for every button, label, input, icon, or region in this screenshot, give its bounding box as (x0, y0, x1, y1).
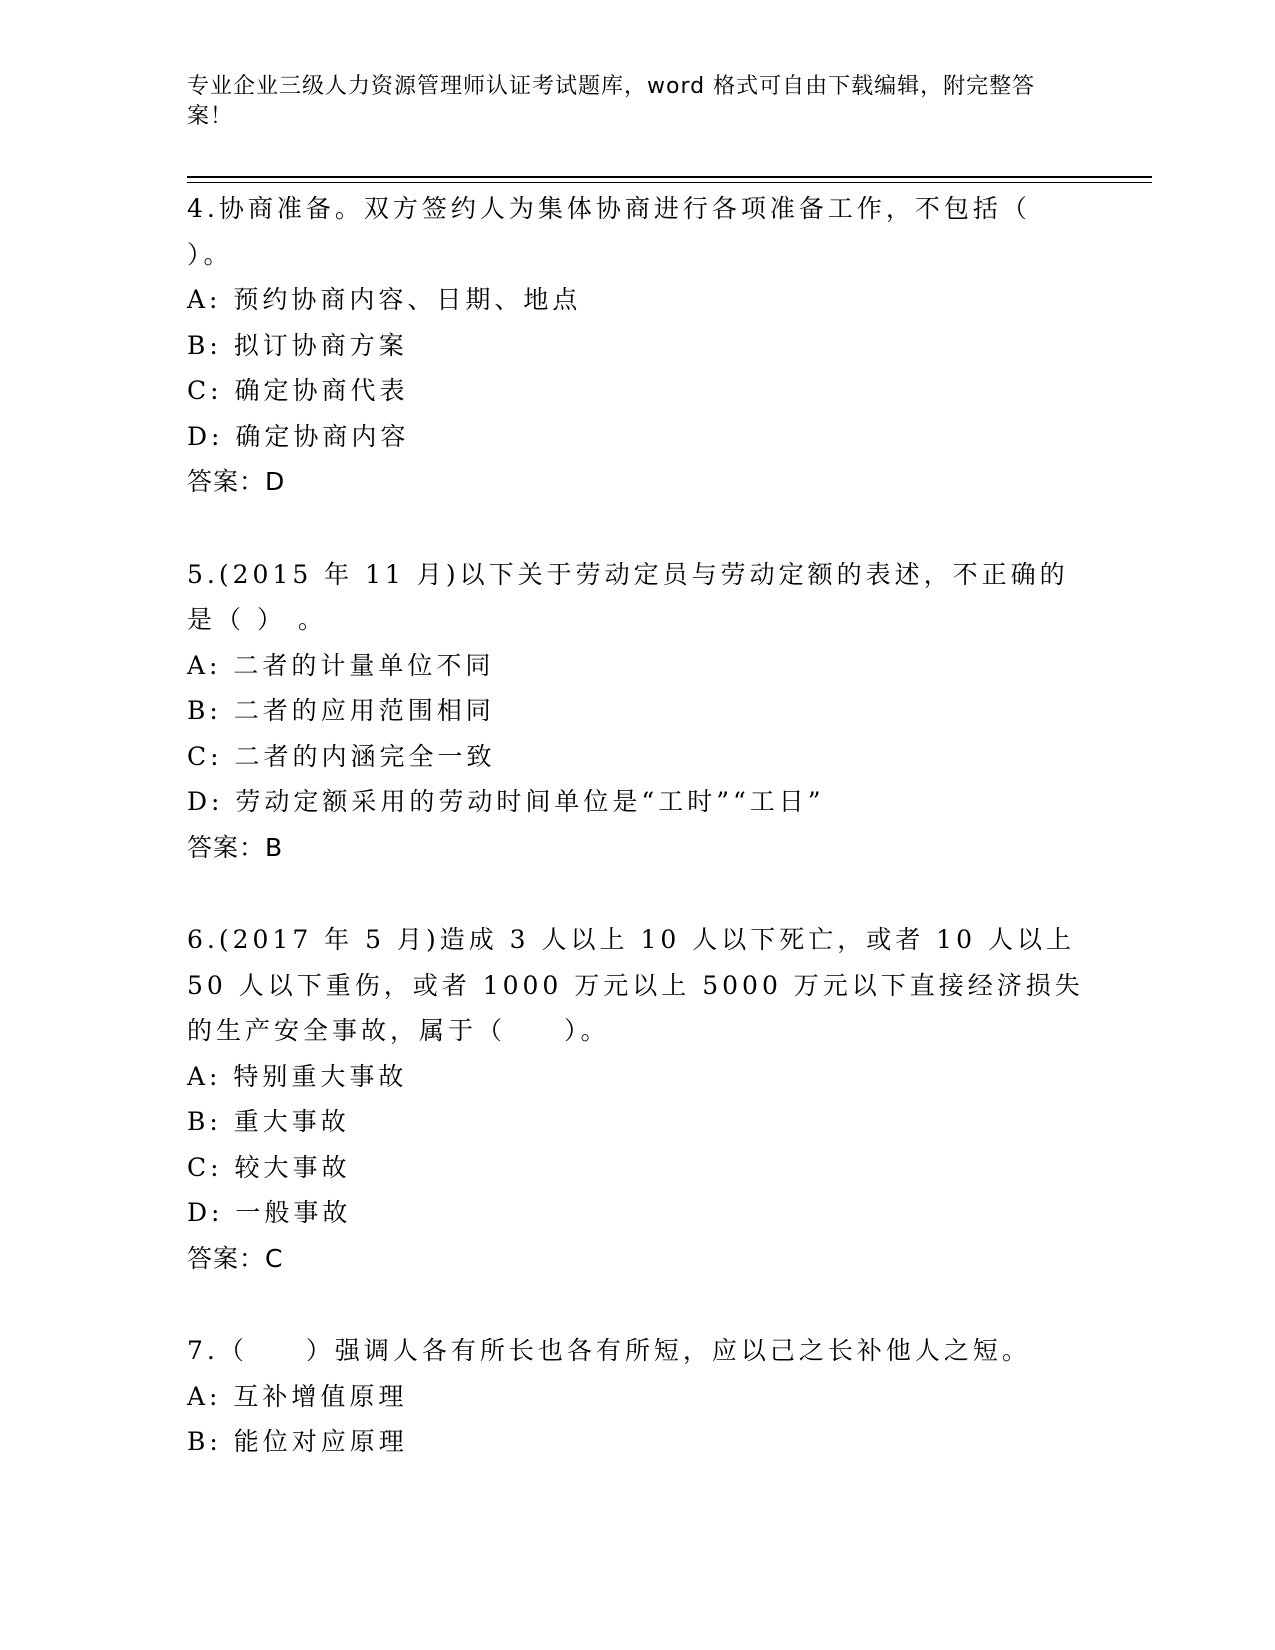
question-stem: 4.协商准备。双方签约人为集体协商进行各项准备工作，不包括（ ）。 (187, 194, 1031, 269)
option-a: A: 特别重大事故 (187, 1061, 408, 1091)
answer-line: 答案：B (187, 832, 284, 862)
answer-line: 答案：D (187, 467, 286, 496)
option-b: B: 拟订协商方案 (187, 330, 408, 360)
option-b: B: 能位对应原理 (187, 1427, 408, 1456)
document-header: 专业企业三级人力资源管理师认证考试题库，word 格式可自由下载编辑，附完整答案！ (187, 74, 1036, 129)
option-a: A: 预约协商内容、日期、地点 (187, 285, 582, 314)
header-divider-thin (187, 182, 1152, 183)
question-6 (187, 917, 1087, 1281)
option-d: D: 劳动定额采用的劳动时间单位是“工时”“工日” (187, 787, 825, 816)
option-c: C: 确定协商代表 (187, 376, 409, 405)
question-gap (187, 505, 1087, 552)
option-c: C: 较大事故 (187, 1152, 351, 1182)
option-d: D: 一般事故 (187, 1198, 352, 1227)
question-stem: 7.（ ）强调人各有所长也各有所短，应以己之长补他人之短。 (187, 1336, 1031, 1365)
question-stem: 6.(2017 年 5 月)造成 3 人以上 10 人以下死亡，或者 10 人以上 50 人以下重伤，或者 1000 万元以上 5000 万元以下直接经济损失的生产安全事故，属于（ ）。 (187, 925, 1084, 1045)
option-a: A: 二者的计量单位不同 (187, 650, 495, 680)
option-b: B: 重大事故 (187, 1107, 350, 1136)
option-b: B: 二者的应用范围相同 (187, 696, 495, 725)
question-7 (187, 1328, 1087, 1465)
question-gap (187, 1281, 1087, 1328)
answer-line: 答案：C (187, 1243, 284, 1273)
header-divider-thick (187, 176, 1152, 178)
question-5 (187, 552, 1087, 871)
question-list (187, 186, 1087, 1465)
option-c: C: 二者的内涵完全一致 (187, 741, 496, 771)
option-d: D: 确定协商内容 (187, 421, 410, 451)
question-stem: 5.(2015 年 11 月)以下关于劳动定员与劳动定额的表述，不正确的是（ ） 。 (187, 559, 1069, 634)
question-4 (187, 186, 1087, 505)
option-a: A: 互补增值原理 (187, 1381, 408, 1411)
question-gap (187, 870, 1087, 917)
